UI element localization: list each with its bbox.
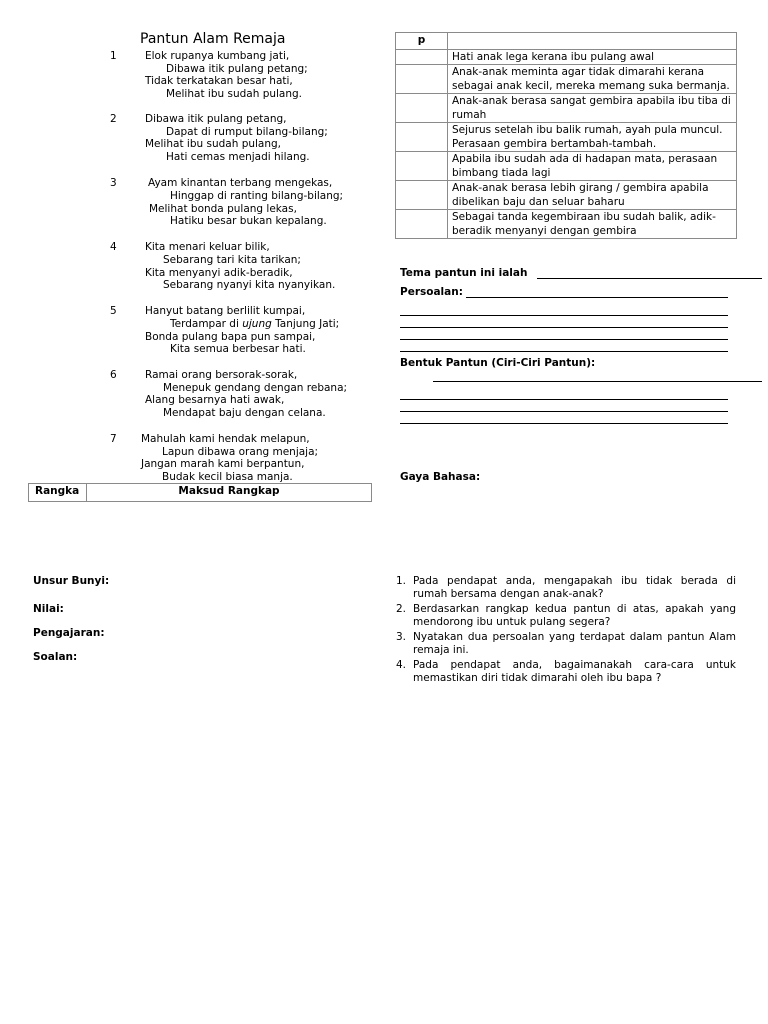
table-cell: Sejurus setelah ibu balik rumah, ayah pula muncul. Perasaan gembira bertambah-tambah. [448,123,737,152]
table-cell: Anak-anak berasa lebih girang / gembira apabila dibelikan baju dan seluar baharu [448,181,737,210]
persoalan-answer-line[interactable] [400,327,728,328]
maksud-table [395,32,737,239]
stanza-line: Kita semua berbesar hati. [170,343,306,355]
question-text: Berdasarkan rangkap kedua pantun di atas, apakah yang mendorong ibu untuk pulang segera? [413,603,736,628]
stanza-line: Sebarang tari kita tarikan; [163,254,301,266]
table-cell-key [396,152,448,181]
stanza-line: Dibawa itik pulang petang, [145,113,287,125]
stanza-line: Melihat ibu sudah pulang. [166,88,303,100]
persoalan-answer-line[interactable] [400,339,728,340]
tema-answer-line[interactable] [537,278,762,279]
table-cell: Sebagai tanda kegembiraan ibu sudah balik, adik-beradik menyanyi dengan gembira [448,210,737,239]
table-row [396,210,737,239]
pengajaran-label: Pengajaran: [33,627,105,639]
stanza-number: 4 [110,241,117,253]
question-list [396,575,736,687]
stanza-line-head: Terdampar di [170,318,243,330]
rangkap-header: Rangka [29,484,87,501]
table-row [396,94,737,123]
stanza-line: Mahulah kami hendak melapun, [141,433,310,445]
list-item [396,575,736,601]
stanza-line [170,318,339,331]
question-text: Nyatakan dua persoalan yang terdapat dalam pantun Alam remaja ini. [413,631,736,656]
stanza-line: Ayam kinantan terbang mengekas, [148,177,333,189]
stanza-line: Hatiku besar bukan kepalang. [170,215,327,227]
table-row [396,123,737,152]
table-row [396,50,737,65]
stanza-number: 5 [110,305,117,317]
question-number: 2. [396,603,407,615]
table-cell: Apabila ibu sudah ada di hadapan mata, perasaan bimbang tiada lagi [448,152,737,181]
stanza-line: Budak kecil biasa manja. [162,471,293,483]
stanza-number: 1 [110,50,117,62]
stanza-line: Jangan marah kami berpantun, [141,458,305,470]
list-item [396,659,736,685]
table-row [396,65,737,94]
table-header-row [396,33,737,50]
table-cell-key [396,181,448,210]
stanza-line: Ramai orang bersorak-sorak, [145,369,298,381]
stanza-line: Dapat di rumput bilang-bilang; [166,126,328,138]
table-cell-key [396,65,448,94]
question-number: 4. [396,659,407,671]
stanza-line: Alang besarnya hati awak, [145,394,285,406]
stanza-line: Hanyut batang berlilit kumpai, [145,305,306,317]
table-row [396,152,737,181]
page-title: Pantun Alam Remaja [140,31,286,47]
stanza-line: Mendapat baju dengan celana. [163,407,326,419]
table-cell: Hati anak lega kerana ibu pulang awal [448,50,737,65]
stanza-line: Melihat bonda pulang lekas, [149,203,297,215]
soalan-label: Soalan: [33,651,78,663]
stanza-line: Hinggap di ranting bilang-bilang; [170,190,344,202]
stanza-line: Lapun dibawa orang menjaja; [162,446,319,458]
stanza-line-tail: Tanjung Jati; [271,318,340,330]
list-item [396,631,736,657]
table-cell-key [396,50,448,65]
stanza-line: Elok rupanya kumbang jati, [145,50,290,62]
persoalan-answer-line[interactable] [466,297,728,298]
stanza-number: 7 [110,433,117,445]
stanza-line: Kita menari keluar bilik, [145,241,270,253]
question-text: Pada pendapat anda, bagaimanakah cara-cara untuk memastikan diri tidak dimarahi oleh ibu bapa ? [413,659,736,684]
unsur-bunyi-label: Unsur Bunyi: [33,575,110,587]
gaya-bahasa-label: Gaya Bahasa: [400,471,481,483]
table-cell: Anak-anak berasa sangat gembira apabila ibu tiba di rumah [448,94,737,123]
stanza-line: Dibawa itik pulang petang; [166,63,308,75]
table-cell-key [396,123,448,152]
table-cell: Anak-anak meminta agar tidak dimarahi kerana sebagai anak kecil, mereka memang suka bermanja. [448,65,737,94]
stanza-line: Menepuk gendang dengan rebana; [163,382,348,394]
tema-label: Tema pantun ini ialah [400,267,528,279]
stanza-number: 3 [110,177,117,189]
stanza-line: Bonda pulang bapa pun sampai, [145,331,316,343]
question-number: 1. [396,575,407,587]
italic-word: ujung [242,318,272,330]
question-number: 3. [396,631,407,643]
bentuk-answer-line[interactable] [400,411,728,412]
table-header-cell: p [396,33,448,50]
bentuk-answer-line[interactable] [433,381,762,382]
persoalan-label: Persoalan: [400,286,463,298]
table-cell-key [396,94,448,123]
rangkap-table [28,483,372,502]
list-item [396,603,736,629]
persoalan-answer-line[interactable] [400,315,728,316]
bentuk-answer-line[interactable] [400,423,728,424]
stanza-number: 2 [110,113,117,125]
stanza-line: Hati cemas menjadi hilang. [166,151,310,163]
table-row [396,181,737,210]
maksud-rangkap-header: Maksud Rangkap [178,485,280,497]
bentuk-answer-line[interactable] [400,399,728,400]
stanza-line: Kita menyanyi adik-beradik, [145,267,293,279]
nilai-label: Nilai: [33,603,64,615]
stanza-line: Sebarang nyanyi kita nyanyikan. [163,279,336,291]
table-header-blank [448,33,737,50]
stanza-number: 6 [110,369,117,381]
stanza-line: Tidak terkatakan besar hati, [145,75,293,87]
bentuk-label: Bentuk Pantun (Ciri-Ciri Pantun): [400,357,596,369]
question-text: Pada pendapat anda, mengapakah ibu tidak berada di rumah bersama dengan anak-anak? [413,575,736,600]
table-cell-key [396,210,448,239]
persoalan-answer-line[interactable] [400,351,728,352]
stanza-line: Melihat ibu sudah pulang, [145,138,282,150]
